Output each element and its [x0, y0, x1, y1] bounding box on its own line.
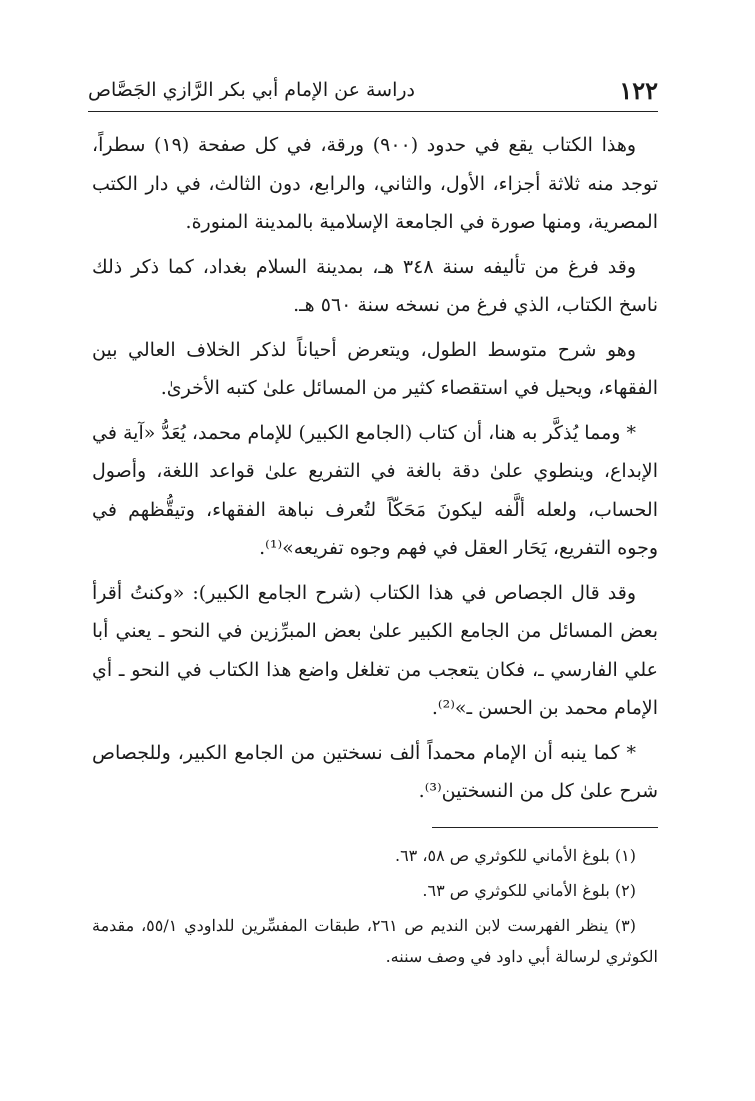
- page-number: ١٢٢: [619, 75, 658, 105]
- paragraph: وهذا الكتاب يقع في حدود (٩٠٠) ورقة، في كل صفحة (١٩) سطراً، توجد منه ثلاثة أجزاء، الأول، والثاني، والرابع، دون الثالث، في دار الكتب المصرية، ومنها صورة في الجامعة الإسلامية بالمدينة المنورة.: [92, 134, 658, 233]
- paragraph: وقد فرغ من تأليفه سنة ٣٤٨ هـ، بمدينة السلام بغداد، كما ذكر ذلك ناسخ الكتاب، الذي فرغ من نسخه سنة ٥٦٠ هـ.: [92, 255, 658, 316]
- footnote: (٢) بلوغ الأماني للكوثري ص ٦٣.: [422, 881, 636, 900]
- paragraph: * كما ينبه أن الإمام محمداً ألف نسختين من الجامع الكبير، وللجصاص شرح علىٰ كل من النسختين⁽³⁾.: [92, 741, 658, 802]
- footnote: (٣) ينظر الفهرست لابن النديم ص ٢٦١، طبقات المفسِّرين للداودي ٥٥/١، مقدمة الكوثري لرسالة أبي داود في وصف سننه.: [92, 916, 658, 966]
- page-header: [88, 72, 658, 108]
- footnotes: [92, 840, 658, 976]
- paragraph: وقد قال الجصاص في هذا الكتاب (شرح الجامع الكبير): «وكنتُ أقرأ بعض المسائل من الجامع الكبير علىٰ بعض المبرِّزين في النحو ـ يعني أبا علي الفارسي ـ، فكان يتعجب من تغلغل واضع هذا الكتاب في النحو ـ أي الإمام محمد بن الحسن ـ»⁽²⁾.: [92, 581, 658, 719]
- header-rule: [88, 111, 658, 112]
- paragraph: * ومما يُذكَّر به هنا، أن كتاب (الجامع الكبير) للإمام محمد، يُعَدُّ «آية في الإبداع، وينطوي علىٰ دقة بالغة في التفريع علىٰ قواعد اللغة، وأصول الحساب، ولعله ألَّفه ليكونَ مَحَكّاً لتُعرف نباهة الفقهاء، وتيقُّظهم في وجوه التفريع، يَحَار العقل في فهم وجوه تفريعه»⁽¹⁾.: [92, 421, 658, 559]
- footnote-rule: [432, 827, 658, 828]
- paragraph: وهو شرح متوسط الطول، ويتعرض أحياناً لذكر الخلاف العالي بين الفقهاء، ويحيل في استقصاء كثير من المسائل علىٰ كتبه الأخرىٰ.: [92, 338, 658, 399]
- body-text: [92, 126, 658, 817]
- running-title: دراسة عن الإمام أبي بكر الرَّازي الجَصَّاص: [88, 79, 416, 101]
- footnote: (١) بلوغ الأماني للكوثري ص ٥٨، ٦٣.: [394, 846, 636, 865]
